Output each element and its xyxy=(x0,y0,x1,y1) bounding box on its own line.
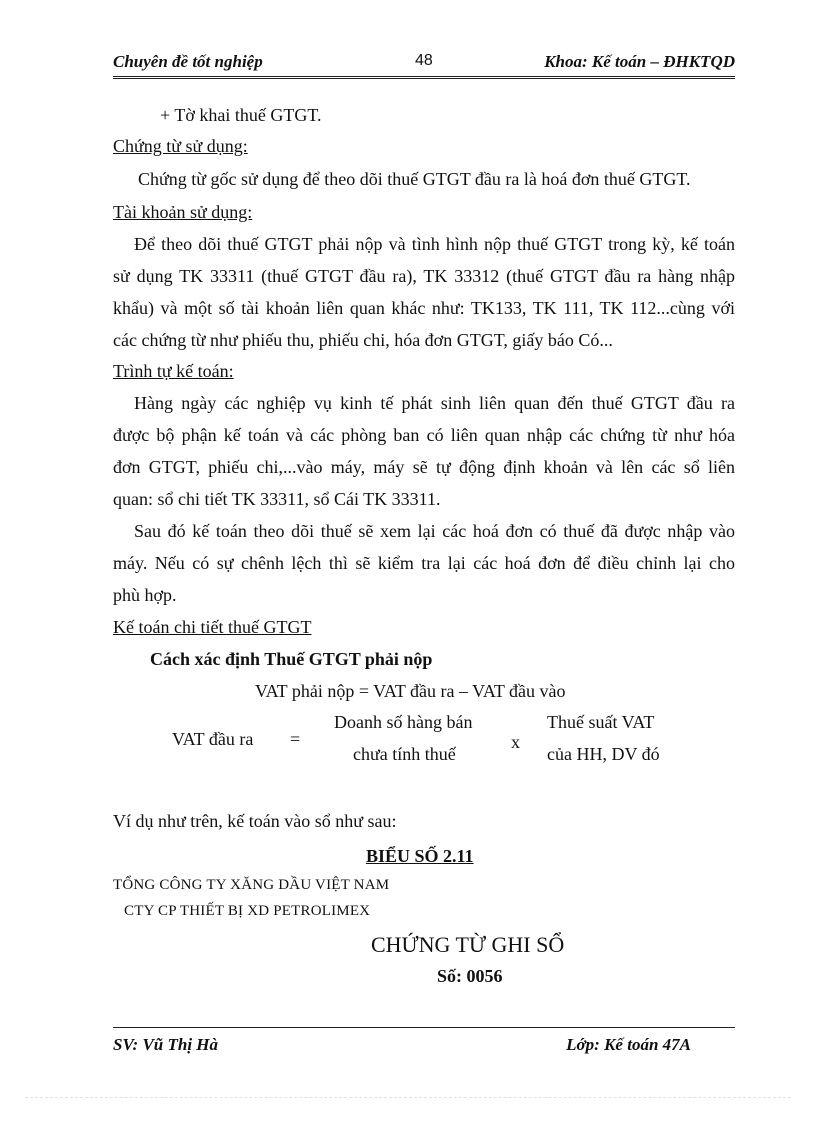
section-heading-accounts: Tài khoản sử dụng: xyxy=(113,202,253,222)
example-line: Ví dụ như trên, kế toán vào sổ như sau: xyxy=(113,811,397,831)
procedure-line-3: đơn GTGT, phiếu chi,...vào máy, máy sẽ tự động định khoản và lên các sổ liên xyxy=(113,457,735,477)
formula-times: x xyxy=(511,732,520,752)
accounts-line-2: sử dụng TK 33311 (thuế GTGT đầu ra), TK 33312 (thuế GTGT đầu ra hàng nhập xyxy=(113,266,735,286)
page-bottom-divider xyxy=(25,1097,791,1098)
formula-equals: = xyxy=(290,729,301,749)
procedure2-line-2: máy. Nếu có sự chênh lệch thì sẽ kiểm tra lại các hoá đơn để điều chỉnh lại cho xyxy=(113,553,735,573)
formula-term2-top: Thuế suất VAT xyxy=(547,712,655,732)
vouchers-text: Chứng từ gốc sử dụng để theo dõi thuế GTGT đầu ra là hoá đơn thuế GTGT. xyxy=(138,169,691,189)
section-heading-procedure: Trình tự kế toán: xyxy=(113,361,234,381)
header-right: Khoa: Kế toán – ĐHKTQD xyxy=(544,52,735,71)
procedure2-line-1: Sau đó kế toán theo dõi thuế sẽ xem lại các hoá đơn có thuế đã được nhập vào xyxy=(134,521,735,541)
page-number: 48 xyxy=(415,52,433,69)
formula-lhs: VAT đầu ra xyxy=(172,729,254,749)
header-left: Chuyên đề tốt nghiệp xyxy=(113,52,263,71)
formula-main: VAT phải nộp = VAT đầu ra – VAT đầu vào xyxy=(255,681,566,701)
accounts-line-3: khẩu) và một số tài khoản liên quan khác như: TK133, TK 111, TK 112...cùng với xyxy=(113,298,735,318)
company-line-1: TỔNG CÔNG TY XĂNG DẦU VIỆT NAM xyxy=(113,877,390,893)
procedure-line-1: Hàng ngày các nghiệp vụ kinh tế phát sinh liên quan đến thuế GTGT đầu ra xyxy=(134,393,735,413)
formula-term1-top: Doanh số hàng bán xyxy=(334,712,473,732)
formula-title: Cách xác định Thuế GTGT phải nộp xyxy=(150,649,433,669)
accounts-line-4: các chứng từ như phiếu thu, phiếu chi, hóa đơn GTGT, giấy báo Có... xyxy=(113,330,613,350)
document-title: CHỨNG TỪ GHI SỔ xyxy=(371,932,565,957)
section-heading-vouchers: Chứng từ sử dụng: xyxy=(113,136,248,156)
accounts-line-1: Để theo dõi thuế GTGT phải nộp và tình hình nộp thuế GTGT trong kỳ, kế toán xyxy=(134,234,735,254)
table-label: BIỂU SỐ 2.11 xyxy=(366,846,474,866)
procedure-line-2: được bộ phận kế toán và các phòng ban có liên quan nhập các chứng từ như hóa xyxy=(113,425,735,445)
formula-term2-bottom: của HH, DV đó xyxy=(547,744,660,764)
bullet-line: + Tờ khai thuế GTGT. xyxy=(160,105,322,125)
document-number: Số: 0056 xyxy=(437,966,503,986)
footer-class: Lớp: Kế toán 47A xyxy=(566,1035,691,1054)
page-footer xyxy=(113,1027,735,1058)
section-heading-detail: Kế toán chi tiết thuế GTGT xyxy=(113,617,312,637)
procedure2-line-3: phù hợp. xyxy=(113,585,177,605)
formula-term1-bottom: chưa tính thuế xyxy=(353,744,456,764)
procedure-line-4: quan: sổ chi tiết TK 33311, sổ Cái TK 33311. xyxy=(113,489,441,509)
company-line-2: CTY CP THIẾT BỊ XD PETROLIMEX xyxy=(124,903,371,919)
footer-student: SV: Vũ Thị Hà xyxy=(113,1035,219,1054)
page-header xyxy=(113,52,735,79)
